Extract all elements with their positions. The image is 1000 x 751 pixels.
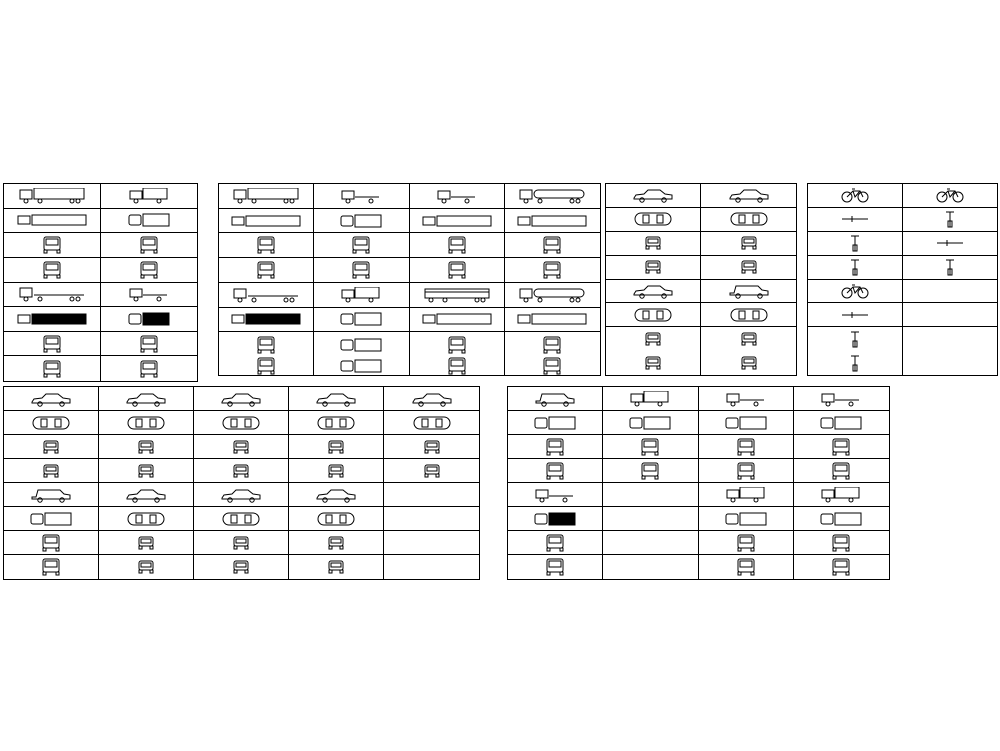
sedan-side-icon	[728, 187, 770, 203]
pickup-side-icon	[724, 391, 768, 407]
vehicle-cell-tractor-front	[505, 357, 600, 375]
vehicle-cell-truck-front	[219, 233, 314, 258]
tanker-side-icon	[516, 188, 588, 204]
box-truck-top-icon	[819, 512, 863, 526]
sedan-side-icon	[30, 391, 72, 407]
box-van-top-icon	[339, 312, 383, 326]
empty-cell	[603, 531, 698, 555]
vehicle-cell-suv-rear	[701, 351, 796, 375]
wagon-top-icon	[221, 512, 261, 526]
vehicle-cell-truck-front	[794, 531, 889, 555]
vehicle-cell-car-front	[194, 435, 289, 459]
vehicle-cell-car-rear	[701, 256, 796, 280]
vehicle-cell-tanker-top	[505, 209, 600, 234]
flatbed-side-icon	[435, 188, 479, 204]
vehicle-cell-semi-trailer-side	[4, 184, 101, 209]
vehicle-cell-wagon-top	[194, 507, 289, 531]
vehicle-cell-car-rear	[289, 459, 384, 483]
vehicle-cell-car-front	[194, 531, 289, 555]
bus-side-icon	[421, 287, 493, 303]
empty-cell	[384, 507, 479, 531]
vehicle-cell-hatched-semi-top	[4, 307, 101, 332]
bicycle-top-icon	[840, 310, 870, 320]
box-truck-side-icon	[724, 487, 768, 503]
vehicle-table-bicycles	[807, 183, 998, 376]
hatched-van-top-icon	[533, 512, 577, 526]
flatbed-truck-side-icon	[127, 286, 171, 302]
bicycle-side-icon	[840, 282, 870, 300]
suv-side-icon	[728, 283, 770, 299]
vehicle-cell-sedan-side	[701, 184, 796, 208]
vehicle-cell-hatched-truck-top	[101, 307, 198, 332]
truck-rear-icon	[831, 558, 851, 576]
tractor-top-icon	[339, 214, 383, 228]
bicycle-front-icon	[943, 209, 957, 229]
vehicle-cell-van-rear	[794, 459, 889, 483]
vehicle-cell-hatchback-side	[99, 483, 194, 507]
truck-front-icon	[831, 534, 851, 552]
truck-rear-icon	[640, 462, 660, 480]
car-rear-icon	[644, 260, 662, 274]
vehicle-cell-truck-front	[410, 332, 505, 357]
sedan-top-icon	[31, 416, 71, 430]
vehicle-cell-car-rear	[606, 351, 701, 375]
vehicle-cell-bicycle-top	[808, 208, 903, 232]
truck-front-icon	[640, 438, 660, 456]
tanker-top-icon	[516, 215, 588, 227]
truck-front-icon	[542, 236, 562, 254]
flatbed-van-side-icon	[533, 487, 577, 503]
vehicle-cell-car-rear	[194, 555, 289, 579]
car-rear-icon	[327, 464, 345, 478]
van-front-icon	[545, 534, 565, 552]
vehicle-table-cars-sports	[605, 183, 797, 376]
suv-front-icon	[740, 332, 758, 346]
vehicle-cell-van-front	[4, 531, 99, 555]
bus-top-icon	[421, 313, 493, 325]
empty-cell	[903, 303, 998, 327]
bicycle-top-icon	[935, 238, 965, 248]
car-front-icon	[423, 440, 441, 454]
vehicle-cell-car-front	[99, 531, 194, 555]
vehicle-cell-car-rear	[4, 459, 99, 483]
vehicle-cell-truck-side	[101, 184, 198, 209]
vehicle-cell-truck-trailer-top	[219, 209, 314, 234]
vehicle-cell-wagon-side	[194, 483, 289, 507]
vehicle-cell-van-front-top	[314, 332, 409, 357]
van-front-top-icon	[339, 338, 383, 352]
box-truck-side-icon	[628, 391, 672, 407]
coupe-top-icon	[633, 308, 673, 322]
vehicle-cell-truck-top	[101, 209, 198, 234]
wagon-side-icon	[315, 487, 357, 503]
vehicle-cell-hatchback-top	[384, 411, 479, 435]
vehicle-cell-truck-front	[699, 531, 794, 555]
truck-trailer-top-icon	[230, 215, 302, 227]
vehicle-cell-bus-top	[410, 308, 505, 333]
vehicle-cell-box-van-side	[314, 283, 409, 308]
bicycle-side-icon	[840, 186, 870, 204]
vehicle-cell-truck-rear	[603, 459, 698, 483]
vehicle-cell-bicycle-front	[903, 256, 998, 280]
vehicle-cell-truck-front	[603, 435, 698, 459]
van-top-icon	[533, 416, 577, 430]
truck-rear-icon	[256, 357, 276, 375]
car-front-icon	[740, 236, 758, 250]
van-rear-icon	[736, 462, 756, 480]
vehicle-cell-sedan-top	[194, 411, 289, 435]
flatbed-top-icon	[421, 215, 493, 227]
truck-front-icon	[831, 438, 851, 456]
truck-rear-icon	[42, 261, 62, 279]
vehicle-cell-car-front	[289, 435, 384, 459]
vehicle-cell-box-truck-side	[794, 483, 889, 507]
car-rear-icon	[232, 464, 250, 478]
truck-rear-icon	[256, 261, 276, 279]
vehicle-cell-van-side	[508, 387, 603, 411]
van-rear-icon	[41, 558, 61, 576]
vehicle-cell-truck-rear	[219, 357, 314, 375]
car-rear-icon	[423, 464, 441, 478]
vehicle-cell-car-rear	[289, 555, 384, 579]
vehicle-cell-car-rear	[384, 459, 479, 483]
vehicle-cell-sedan-top	[4, 411, 99, 435]
bus-rear-icon	[351, 261, 371, 279]
flatbed-semi-side-icon	[16, 286, 88, 302]
vehicle-cell-bicycle-side	[808, 184, 903, 208]
vehicle-cell-pickup-side	[699, 387, 794, 411]
vehicle-cell-car-rear	[99, 555, 194, 579]
bicycle-front-icon	[848, 233, 862, 253]
sedan-top-icon	[221, 416, 261, 430]
vehicle-cell-minivan-side	[4, 483, 99, 507]
tractor-front-icon	[447, 357, 467, 375]
vehicle-cell-car-front	[99, 435, 194, 459]
bus-front-icon	[447, 261, 467, 279]
vehicle-cell-tanker-side	[505, 184, 600, 209]
vehicle-cell-tractor-front	[410, 357, 505, 375]
vehicle-cell-car-rear	[194, 459, 289, 483]
vehicle-cell-pickup-top	[699, 411, 794, 435]
vehicle-cell-suv-front	[701, 327, 796, 351]
suv-top-icon	[729, 308, 769, 322]
sedan-side-icon	[220, 391, 262, 407]
bicycle-front-icon	[848, 353, 862, 373]
vehicle-cell-wagon-top	[289, 507, 384, 531]
vehicle-cell-bus-front	[410, 258, 505, 283]
vehicle-cell-van-rear	[508, 459, 603, 483]
vehicle-cell-truck-rear	[699, 555, 794, 579]
vehicle-cell-tanker-top	[505, 308, 600, 333]
truck-front-icon	[256, 236, 276, 254]
truck-front-icon	[736, 438, 756, 456]
hatchback-side-icon	[125, 487, 167, 503]
vehicle-cell-bicycle-front	[808, 232, 903, 256]
bicycle-front-icon	[848, 257, 862, 277]
sedan-top-icon	[316, 416, 356, 430]
car-rear-icon	[137, 464, 155, 478]
pickup-top-icon	[724, 416, 768, 430]
vehicle-cell-sports-car-side	[606, 184, 701, 208]
hatched-truck-top-icon	[127, 312, 171, 326]
empty-cell	[384, 531, 479, 555]
vehicle-cell-truck-front	[505, 233, 600, 258]
vehicle-cell-pickup-side	[794, 387, 889, 411]
vehicle-cell-pickup-top	[794, 411, 889, 435]
truck-front-icon	[542, 336, 562, 354]
vehicle-cell-tractor-top	[314, 209, 409, 234]
empty-cell	[903, 351, 998, 375]
vehicle-cell-car-front	[606, 327, 701, 351]
vehicle-cell-box-truck-side	[603, 387, 698, 411]
hatchback-top-icon	[126, 512, 166, 526]
vehicle-cell-car-front	[4, 435, 99, 459]
pickup-side-icon	[819, 391, 863, 407]
vehicle-cell-box-truck-top	[603, 411, 698, 435]
vehicle-cell-truck-front	[101, 233, 198, 258]
vehicle-cell-box-van-top	[314, 308, 409, 333]
sedan-side-icon	[315, 391, 357, 407]
vehicle-cell-hatchback-side	[384, 387, 479, 411]
vehicle-cell-car-front	[606, 232, 701, 256]
sedan-side-icon	[125, 391, 167, 407]
pickup-top-icon	[819, 416, 863, 430]
vehicle-cell-van-rear	[4, 555, 99, 579]
vehicle-cell-bicycle-front	[903, 208, 998, 232]
vehicle-cell-truck-rear	[4, 356, 101, 381]
van-front-icon	[545, 438, 565, 456]
truck-rear-icon	[736, 558, 756, 576]
vehicle-cell-bus-front	[314, 233, 409, 258]
vehicle-cell-bicycle-top	[903, 232, 998, 256]
vehicle-cell-minivan-top	[4, 507, 99, 531]
vehicle-cell-truck-rear	[794, 555, 889, 579]
vehicle-cell-coupe-side	[606, 280, 701, 304]
sports-car-top-icon	[633, 212, 673, 226]
sedan-top-icon	[126, 416, 166, 430]
van-rear-icon	[831, 462, 851, 480]
empty-cell	[903, 280, 998, 304]
car-front-icon	[644, 236, 662, 250]
truck-front-icon	[139, 236, 159, 254]
minivan-top-icon	[29, 512, 73, 526]
truck-front-icon	[42, 335, 62, 353]
truck-front-icon	[139, 335, 159, 353]
semi-trailer-side-icon	[16, 188, 88, 204]
vehicle-cell-bicycle-front	[808, 256, 903, 280]
vehicle-cell-truck-front	[4, 233, 101, 258]
truck-front-icon	[42, 236, 62, 254]
truck-front-icon	[447, 336, 467, 354]
van-rear-top-icon	[339, 359, 383, 373]
vehicle-cell-truck-front	[219, 332, 314, 357]
vehicle-cell-truck-front	[505, 332, 600, 357]
vehicle-cell-truck-rear	[101, 356, 198, 381]
vehicle-table-vans	[507, 386, 890, 580]
wagon-side-icon	[220, 487, 262, 503]
vehicle-cell-sedan-top	[289, 411, 384, 435]
truck-trailer-side-icon	[230, 188, 302, 204]
vehicle-cell-van-rear	[508, 555, 603, 579]
truck-front-icon	[256, 336, 276, 354]
tractor-front-icon	[542, 357, 562, 375]
vehicle-cell-flatbed-van-side	[508, 483, 603, 507]
car-front-icon	[327, 440, 345, 454]
car-front-icon	[232, 536, 250, 550]
truck-side-icon	[127, 188, 171, 204]
vehicle-cell-truck-rear	[4, 258, 101, 283]
vehicle-cell-truck-rear	[219, 258, 314, 283]
box-truck-top-icon	[628, 416, 672, 430]
vehicle-cell-box-truck-top	[794, 507, 889, 531]
car-rear-icon	[327, 560, 345, 574]
bicycle-top-icon	[840, 214, 870, 224]
bus-front-icon	[447, 236, 467, 254]
hatchback-side-icon	[411, 391, 453, 407]
car-front-icon	[137, 440, 155, 454]
truck-top-icon	[127, 213, 171, 227]
bicycle-front-icon	[848, 329, 862, 349]
vehicle-cell-sedan-top	[99, 411, 194, 435]
wagon-top-icon	[316, 512, 356, 526]
vehicle-cell-van-front	[508, 531, 603, 555]
semi-trailer-top-icon	[16, 214, 88, 226]
car-rear-icon	[740, 260, 758, 274]
vehicle-cell-sedan-side	[289, 387, 384, 411]
box-van-side-icon	[339, 287, 383, 303]
vehicle-cell-suv-top	[701, 303, 796, 327]
car-rear-icon	[42, 464, 60, 478]
vehicle-cell-car-front	[289, 531, 384, 555]
van-side-icon	[534, 391, 576, 407]
vehicle-cell-box-truck-side	[699, 483, 794, 507]
vehicle-table-cars	[3, 386, 480, 580]
empty-cell	[603, 555, 698, 579]
vehicle-cell-bicycle-front	[808, 351, 903, 375]
car-front-icon	[232, 440, 250, 454]
vehicle-cell-sedan-side	[99, 387, 194, 411]
box-truck-side-icon	[819, 487, 863, 503]
hatched-trailer-top-icon	[230, 313, 302, 325]
vehicle-cell-truck-front	[4, 332, 101, 357]
vehicle-table-trucks-trailers	[218, 183, 601, 376]
vehicle-cell-suv-side	[701, 280, 796, 304]
vehicle-cell-sedan-side	[4, 387, 99, 411]
vehicle-cell-bicycle-top	[808, 303, 903, 327]
vehicle-cell-flatbed-top	[410, 209, 505, 234]
vehicle-cell-tractor-side	[314, 184, 409, 209]
suv-rear-icon	[740, 356, 758, 370]
tractor-front-icon	[542, 261, 562, 279]
vehicle-cell-car-front	[701, 232, 796, 256]
vehicle-cell-hatched-trailer-top	[219, 308, 314, 333]
truck-front-icon	[736, 534, 756, 552]
empty-cell	[603, 507, 698, 531]
minivan-side-icon	[30, 487, 72, 503]
truck-rear-icon	[139, 261, 159, 279]
truck-rear-icon	[139, 360, 159, 378]
vehicle-cell-flatbed-truck-side	[101, 283, 198, 308]
vehicle-cell-flatbed-side	[410, 184, 505, 209]
vehicle-cell-truck-front	[794, 435, 889, 459]
vehicle-cell-flatbed-semi-side	[4, 283, 101, 308]
vehicle-cell-coupe-top	[606, 303, 701, 327]
van-rear-icon	[545, 558, 565, 576]
vehicle-cell-semi-trailer-top	[4, 209, 101, 234]
vehicle-cell-van-rear	[699, 459, 794, 483]
vehicle-cell-scooter-side	[903, 184, 998, 208]
vehicle-table-trucks-left	[3, 183, 198, 382]
bicycle-front-icon	[943, 257, 957, 277]
car-rear-icon	[137, 560, 155, 574]
car-front-icon	[137, 536, 155, 550]
empty-cell	[384, 483, 479, 507]
vehicle-cell-van-top	[508, 411, 603, 435]
hatchback-top-icon	[412, 416, 452, 430]
car-rear-icon	[232, 560, 250, 574]
vehicle-cell-flatbed-trailer-side	[219, 283, 314, 308]
box-truck-top-icon	[724, 512, 768, 526]
vehicle-cell-sports-car-top	[606, 208, 701, 232]
vehicle-cell-bus-side	[410, 283, 505, 308]
vehicle-cell-bus-front	[410, 233, 505, 258]
vehicle-cell-truck-front	[699, 435, 794, 459]
tractor-side-icon	[339, 188, 383, 204]
vehicle-cell-wagon-side	[289, 483, 384, 507]
vehicle-cell-car-rear	[99, 459, 194, 483]
vehicle-cell-bicycle-front	[808, 327, 903, 351]
car-rear-icon	[644, 356, 662, 370]
bus-front-icon	[351, 236, 371, 254]
vehicle-cell-bus-rear	[314, 258, 409, 283]
hatched-semi-top-icon	[16, 313, 88, 325]
vehicle-cell-sedan-side	[194, 387, 289, 411]
vehicle-cell-sedan-top	[701, 208, 796, 232]
flatbed-trailer-side-icon	[230, 287, 302, 303]
truck-rear-icon	[42, 360, 62, 378]
scooter-side-icon	[935, 186, 965, 204]
vehicle-cell-car-rear	[606, 256, 701, 280]
vehicle-cell-truck-rear	[101, 258, 198, 283]
vehicle-cell-tractor-front	[505, 258, 600, 283]
vehicle-cell-truck-front	[101, 332, 198, 357]
van-front-icon	[41, 534, 61, 552]
vehicle-cell-car-front	[384, 435, 479, 459]
car-front-icon	[327, 536, 345, 550]
vehicle-cell-tanker-truck-side	[505, 283, 600, 308]
car-front-icon	[42, 440, 60, 454]
empty-cell	[903, 327, 998, 351]
vehicle-cell-truck-trailer-side	[219, 184, 314, 209]
vehicle-cell-hatchback-top	[99, 507, 194, 531]
empty-cell	[384, 555, 479, 579]
vehicle-cell-hatched-van-top	[508, 507, 603, 531]
tanker-truck-side-icon	[516, 287, 588, 303]
vehicle-cell-van-rear-top	[314, 357, 409, 375]
sports-car-side-icon	[632, 187, 674, 203]
empty-cell	[603, 483, 698, 507]
tanker-top-icon	[516, 313, 588, 325]
sedan-top-icon	[729, 212, 769, 226]
vehicle-cell-van-front	[508, 435, 603, 459]
coupe-side-icon	[632, 283, 674, 299]
vehicle-cell-bicycle-side	[808, 280, 903, 304]
vehicle-cell-box-truck-top	[699, 507, 794, 531]
van-rear-icon	[545, 462, 565, 480]
car-front-icon	[644, 332, 662, 346]
